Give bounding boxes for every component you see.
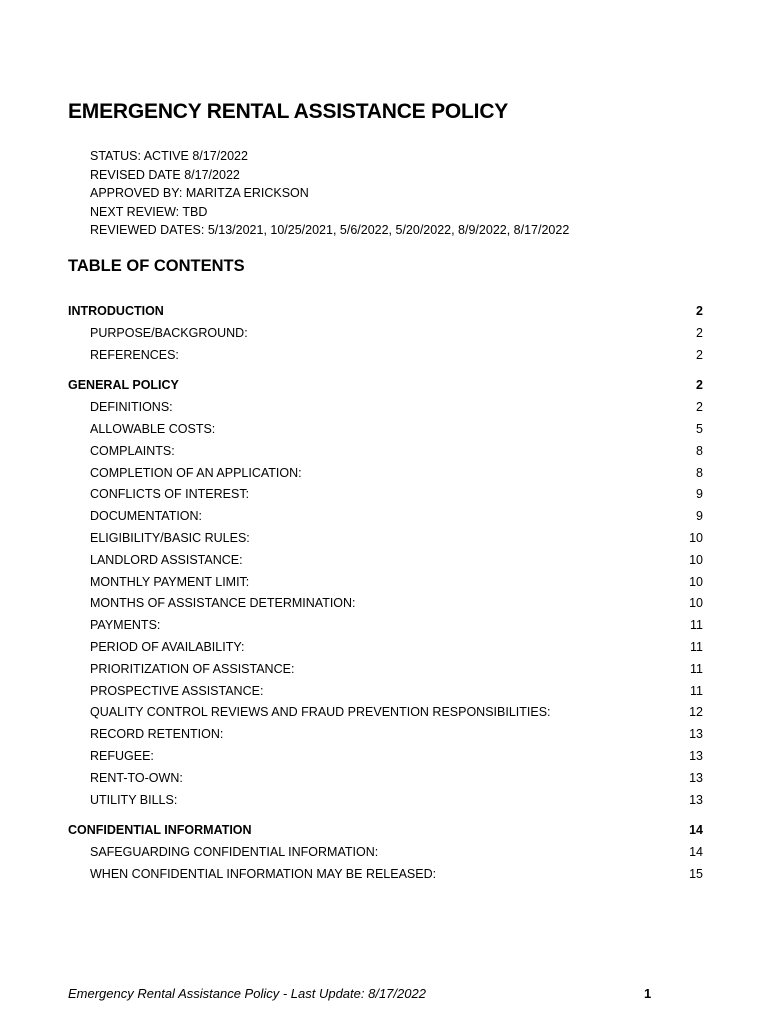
toc-section-label: INTRODUCTION <box>68 304 164 318</box>
toc-entry-page: 10 <box>689 596 703 611</box>
toc-entry[interactable] <box>68 768 703 790</box>
toc-entry[interactable] <box>68 528 703 550</box>
footer-page-number: 1 <box>644 986 652 1001</box>
toc-entry-label: DOCUMENTATION: <box>90 509 203 524</box>
toc-section-page: 2 <box>696 304 703 318</box>
toc-entry-page: 10 <box>689 552 703 567</box>
meta-status: STATUS: ACTIVE 8/17/2022 <box>90 149 248 163</box>
toc-entry-page: 11 <box>690 683 703 698</box>
meta-approved-by: APPROVED BY: MARITZA ERICKSON <box>90 186 309 201</box>
toc-entry-label: RECORD RETENTION: <box>90 727 224 742</box>
toc-entry[interactable] <box>68 659 703 681</box>
toc-entry[interactable] <box>68 397 703 419</box>
toc-entry-label: DEFINITIONS: <box>90 400 173 415</box>
toc-entry-page: 2 <box>696 325 703 340</box>
toc-entry[interactable] <box>68 484 703 506</box>
toc-entry-label: SAFEGUARDING CONFIDENTIAL INFORMATION: <box>90 845 379 860</box>
toc-entry[interactable] <box>68 593 703 615</box>
toc-entry[interactable] <box>68 681 703 703</box>
toc-entry-page: 11 <box>690 618 703 633</box>
toc-entry-label: PRIORITIZATION OF ASSISTANCE: <box>90 661 295 676</box>
toc-entry[interactable] <box>68 842 703 864</box>
toc-entry-page: 11 <box>690 661 703 676</box>
toc-entry-label: LANDLORD ASSISTANCE: <box>90 552 243 567</box>
meta-reviewed-dates: REVIEWED DATES: 5/13/2021, 10/25/2021, 5/6/2022, 5/20/2022, 8/9/2022, 8/17/2022 <box>90 223 570 238</box>
toc-entry-label: UTILITY BILLS: <box>90 792 178 807</box>
toc-entry[interactable] <box>68 345 703 367</box>
toc-entry[interactable] <box>68 637 703 659</box>
toc-entry-label: MONTHS OF ASSISTANCE DETERMINATION: <box>90 596 356 611</box>
toc-entry-page: 12 <box>689 705 703 720</box>
toc-entry[interactable] <box>68 702 703 724</box>
toc-entry-label: CONFLICTS OF INTEREST: <box>90 487 250 502</box>
toc-section-label: CONFIDENTIAL INFORMATION <box>68 823 252 838</box>
toc-entry-label: RENT-TO-OWN: <box>90 770 183 785</box>
toc-entry-label: COMPLETION OF AN APPLICATION: <box>90 465 302 480</box>
toc-entry-page: 13 <box>689 770 703 785</box>
toc-entry[interactable] <box>68 463 703 485</box>
toc-entry-page: 11 <box>690 639 703 654</box>
toc-entry-page: 5 <box>696 421 703 436</box>
toc-entry[interactable] <box>68 864 703 886</box>
toc-entry-label: ALLOWABLE COSTS: <box>90 421 216 436</box>
toc-entry-page: 2 <box>696 400 703 415</box>
toc-entry[interactable] <box>68 506 703 528</box>
toc-entry-page: 13 <box>689 792 703 807</box>
toc-entry-label: REFERENCES: <box>90 347 179 362</box>
toc-entry[interactable] <box>68 441 703 463</box>
toc-entry[interactable] <box>68 550 703 572</box>
toc-entry-label: PAYMENTS: <box>90 618 161 633</box>
table-of-contents <box>68 301 703 895</box>
toc-section <box>68 375 703 811</box>
meta-next-review: NEXT REVIEW: TBD <box>90 204 208 219</box>
toc-entry[interactable] <box>68 419 703 441</box>
toc-entry-page: 13 <box>689 727 703 742</box>
toc-entry-page: 15 <box>689 866 703 881</box>
meta-revised-date: REVISED DATE 8/17/2022 <box>90 167 240 182</box>
toc-entry-page: 8 <box>696 465 703 480</box>
document-meta <box>90 147 569 240</box>
toc-entry-page: 14 <box>689 845 703 860</box>
toc-entry[interactable] <box>68 790 703 812</box>
page-title: EMERGENCY RENTAL ASSISTANCE POLICY <box>68 100 509 123</box>
toc-entry[interactable] <box>68 615 703 637</box>
toc-entry-label: ELIGIBILITY/BASIC RULES: <box>90 530 250 545</box>
toc-entry-page: 13 <box>689 748 703 763</box>
toc-section-page: 2 <box>696 378 703 393</box>
toc-entry-label: COMPLAINTS: <box>90 443 175 458</box>
toc-entry[interactable] <box>68 323 703 345</box>
toc-section-heading[interactable] <box>68 820 703 842</box>
toc-entry-label: WHEN CONFIDENTIAL INFORMATION MAY BE RELEASED: <box>90 866 437 881</box>
toc-entry-label: PROSPECTIVE ASSISTANCE: <box>90 683 264 698</box>
toc-entry-page: 8 <box>696 443 703 458</box>
toc-section-label: GENERAL POLICY <box>68 378 179 393</box>
toc-entry-page: 2 <box>696 347 703 362</box>
footer-text: Emergency Rental Assistance Policy - Last Update: 8/17/2022 <box>68 986 426 1001</box>
toc-section <box>68 820 703 885</box>
toc-entry-page: 10 <box>689 574 703 589</box>
toc-entry-page: 9 <box>696 509 703 524</box>
toc-entry-label: PERIOD OF AVAILABILITY: <box>90 639 245 654</box>
toc-title: TABLE OF CONTENTS <box>68 257 245 275</box>
toc-section-page: 14 <box>689 823 703 838</box>
toc-section-heading[interactable] <box>68 301 703 323</box>
toc-entry-label: QUALITY CONTROL REVIEWS AND FRAUD PREVENTION RESPONSIBILITIES: <box>90 705 551 720</box>
toc-section <box>68 301 703 366</box>
toc-entry[interactable] <box>68 724 703 746</box>
toc-entry-page: 9 <box>696 487 703 502</box>
toc-entry[interactable] <box>68 572 703 594</box>
toc-section-heading[interactable] <box>68 375 703 397</box>
toc-entry-label: PURPOSE/BACKGROUND: <box>90 325 248 340</box>
toc-entry-label: REFUGEE: <box>90 748 154 763</box>
toc-entry[interactable] <box>68 746 703 768</box>
toc-entry-page: 10 <box>689 530 703 545</box>
toc-entry-label: MONTHLY PAYMENT LIMIT: <box>90 574 250 589</box>
